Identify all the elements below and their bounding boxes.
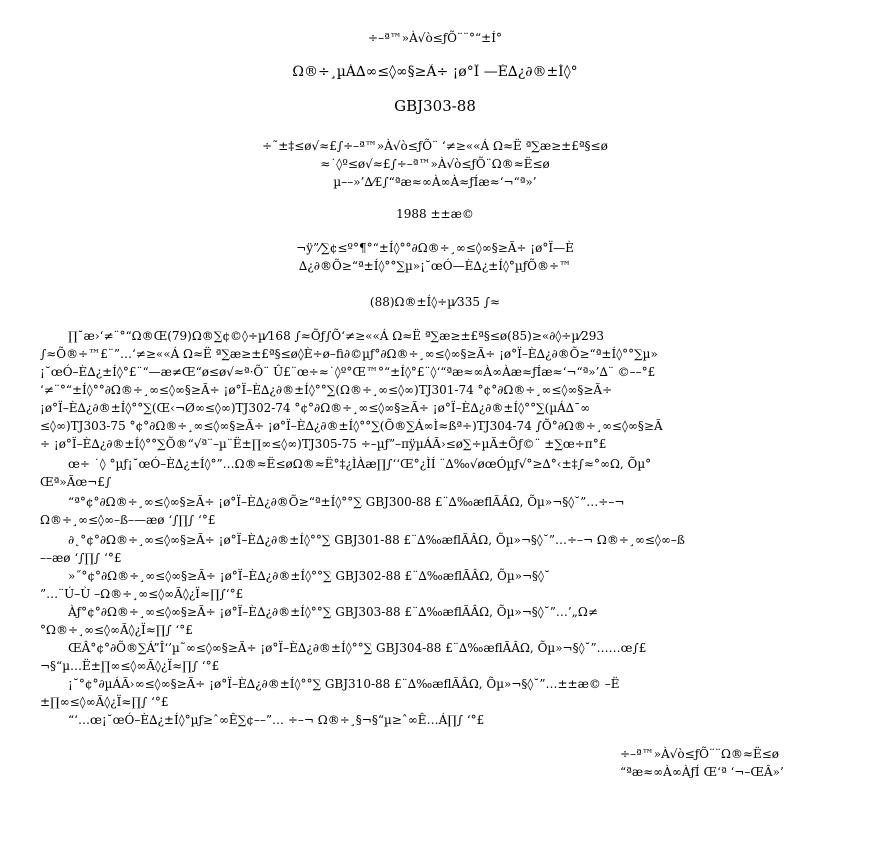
header-line: ÷–ª™»À√ò≤ƒÕ¨¨°“±Í° [368, 31, 502, 45]
list-item-continued: °Ω®÷¸∞≤◊∞Ã◊¿Ï≈∏∫ ‘°£ [40, 623, 193, 637]
list-item: “ª°¢°∂Ω®÷¸∞≤◊∞§≥Ã÷ ¡ø°Ï–È∆¿∂®Õ≥“ª±Í◊°°∑ GBJ300-88 £¨∆‰æflÃÂΩ, Õµ»¬§◊˘”…÷–¬ [68, 495, 625, 509]
body-line: ‘≠¨°“±Í◊°°∂Ω®÷¸∞≤◊∞§≥Ã÷ ¡ø°Ï–È∆¿∂®±Í◊°°∑(Ω®÷¸∞≤◊∞)TJ301-74 °¢°∂Ω®÷¸∞≤◊∞§≥Ã÷ [40, 383, 613, 397]
body-line: ≤◊∞)TJ303-75 °¢°∂Ω®÷¸∞≤◊∞§≥Ã÷ ¡ø°Ï–È∆¿∂®±Í◊°°∑(Õ®∑Á∞Ì≈ßª÷)TJ304-74 ∫Õ°∂Ω®÷¸∞≤◊∞§≥Ã [40, 419, 663, 433]
list-item-continued: ±∏∞≤◊∞Ã◊¿Ï≈∏∫ ‘°£ [40, 695, 169, 709]
list-item: ŒÂ°¢°∂Õ®∑Á”Î‘’µ˜∞≤◊∞§≥Ã÷ ¡ø°Ï–È∆¿∂®±Í◊°°∑ GBJ304-88 £¨∆‰æflÃÂΩ, Õµ»¬§◊˘”……œ∫£ [68, 641, 647, 655]
body-line: ∏˘æ›‘≠¨°“Ω®Œ(79)Ω®∑¢©◊÷µ⁄168 ∫≈Õƒ∫Õ‘≠≥««Á Ω≈Ë ª∑æ≥±£ª§≤ø(85)≥«∂◊÷µ⁄293 [68, 329, 605, 343]
list-item-continued: Ω®÷¸∞≤◊∞–ß–—æø ‘∫∏∫ ‘°£ [40, 513, 216, 527]
issuer-line: ÷˜±‡≤ø√≈£∫÷–ª™»À√ò≤ƒÕ¨ ‘≠≥««Á Ω≈Ë ª∑æ≥±£ª§≤ø [262, 139, 608, 153]
publication-year: 1988 ±±æ© [396, 207, 474, 221]
list-item-continued: ¬§“µ…Ë±∏∞≤◊∞Ã◊¿Ï≈∏∫ ‘°£ [40, 659, 220, 673]
signature-date: “ªæ≈∞À∞ÀƒÍ Œ‘ª ‘¬–ŒÂ»’ [620, 765, 784, 779]
body-line: ¡˘œÓ–È∆¿±Í◊°£¨“—æ≠Œ“ø≤ø√≈ª·Õ¨ Û£¨œ÷≈˙◊º°Œ™°“±Í◊°£¨◊‘“ªæ≈∞À∞Àæ≈ƒÍæ≈‘¬“ª»’∆¨ ©––°£ [40, 365, 656, 379]
list-item: »˝°¢°∂Ω®÷¸∞≤◊∞§≥Ã÷ ¡ø°Ï–È∆¿∂®±Í◊°°∑ GBJ302-88 £¨∆‰æflÃÂΩ, Õµ»¬§◊˘ [68, 569, 550, 583]
body-line: ÷ ¡ø°Ï–È∆¿∂®±Í◊°°∑Õ®“√ª¨–µ¨Ë±∏∞≤◊∞)TJ305-75 ÷–µƒ”–πÿµÁÃ›≤ø∑÷µÃ±Õƒ©¨ ±∑œ÷π°£ [40, 437, 607, 451]
body-line: ∫≈Õ®÷™£¨”…‘≠≥««Á Ω≈Ë ª∑æ≥±£ª§≤ø◊È÷ø–ﬁ∂©µƒ°∂Ω®÷¸∞≤◊∞§≥Ã÷ ¡ø°Ï–È∆¿∂®Õ≥“ª±Í◊°°∑µ» [40, 347, 658, 361]
standard-code: GBJ303-88 [394, 98, 476, 114]
list-item-continued: ”…¨Ú–Ù –Ω®÷¸∞≤◊∞Ã◊¿Ï≈∏∫‘°£ [40, 587, 244, 601]
list-item-continued: ––æø ‘∫∏∫ ‘°£ [40, 551, 122, 565]
closing-statement: “‘…œ¡˘œÓ–È∆¿±Í◊°µƒ≥ˆ∞Ê∑¢––”… ÷–¬ Ω®÷¸§¬§“µ≥ˆ∞Ê…Á∏∫ ‘°£ [68, 713, 485, 727]
list-item: ¡˘°¢°∂µÁÃ›∞≤◊∞§≥Ã÷ ¡ø°Ï–È∆¿∂®±Í◊°°∑ GBJ310-88 £¨∆‰æflÃÂΩ, Õµ»¬§◊˘”…±±æ© –Ë [68, 677, 620, 691]
signature-issuer: ÷–ª™»À√ò≤ƒÕ¨¨Ω®≈Ë≤ø [620, 747, 780, 761]
notice-title-line: ¬ÿ”⁄∑¢≤º°¶°“±Í◊°°∂Ω®÷¸∞≤◊∞§≥Ã÷ ¡ø°Ï—È [296, 241, 574, 255]
body-line: œ÷ ˙◊ °µƒ¡˘œÓ–È∆¿±Í◊°”…Ω®≈Ë≤øΩ®≈Ë°‡¿ÌÀæ∏∫‘‘Œ°¿ÌÍ ¨∆‰√øœÓµƒ√°≥∆°‹±‡∫≈°∞Ω, Õµ° [68, 457, 652, 471]
document-number: (88)Ω®±Í◊÷µ⁄335 ∫≈ [369, 295, 501, 309]
list-item: ∂˛°¢°∂Ω®÷¸∞≤◊∞§≥Ã÷ ¡ø°Ï–È∆¿∂®±Í◊°°∑ GBJ301-88 £¨∆‰æflÃÂΩ, Õµ»¬§◊˘”…÷–¬ Ω®÷¸∞≤◊∞–ß [68, 533, 685, 547]
list-item: Àƒ°¢°∂Ω®÷¸∞≤◊∞§≥Ã÷ ¡ø°Ï–È∆¿∂®±Í◊°°∑ GBJ303-88 £¨∆‰æflÃÂΩ, Õµ»¬§◊˘”…’„Ω≠ [68, 605, 598, 619]
issuer-line: ≈˙◊º≤ø√≈£∫÷–ª™»À√ò≤ƒÕ¨Ω®≈Ë≤ø [320, 157, 550, 171]
notice-title-line: ∆¿∂®Õ≥“ª±Í◊°°∑µ»¡˘œÓ—È∆¿±Í◊°µƒÕ®÷™ [298, 259, 572, 273]
standard-title: Ω®÷¸µÁ∆∞≤◊∞§≥Ã÷ ¡ø°Ï —È∆¿∂®±Í◊° [292, 64, 578, 80]
issuer-line: µ––»’∆⁄£∫“ªæ≈∞À∞À≈ƒÍæ≈‘¬“ª»’ [333, 175, 537, 189]
body-line: Œª»Ãœ¬£∫ [40, 475, 112, 489]
body-line: ¡ø°Ï–È∆¿∂®±Í◊°°∑(Œ‹¬Ø∞≤◊∞)TJ302-74 °¢°∂Ω®÷¸∞≤◊∞§≥Ã÷ ¡ø°Ï–È∆¿∂®±Í◊°°∑(µÁ∆¯∞ [40, 401, 591, 415]
